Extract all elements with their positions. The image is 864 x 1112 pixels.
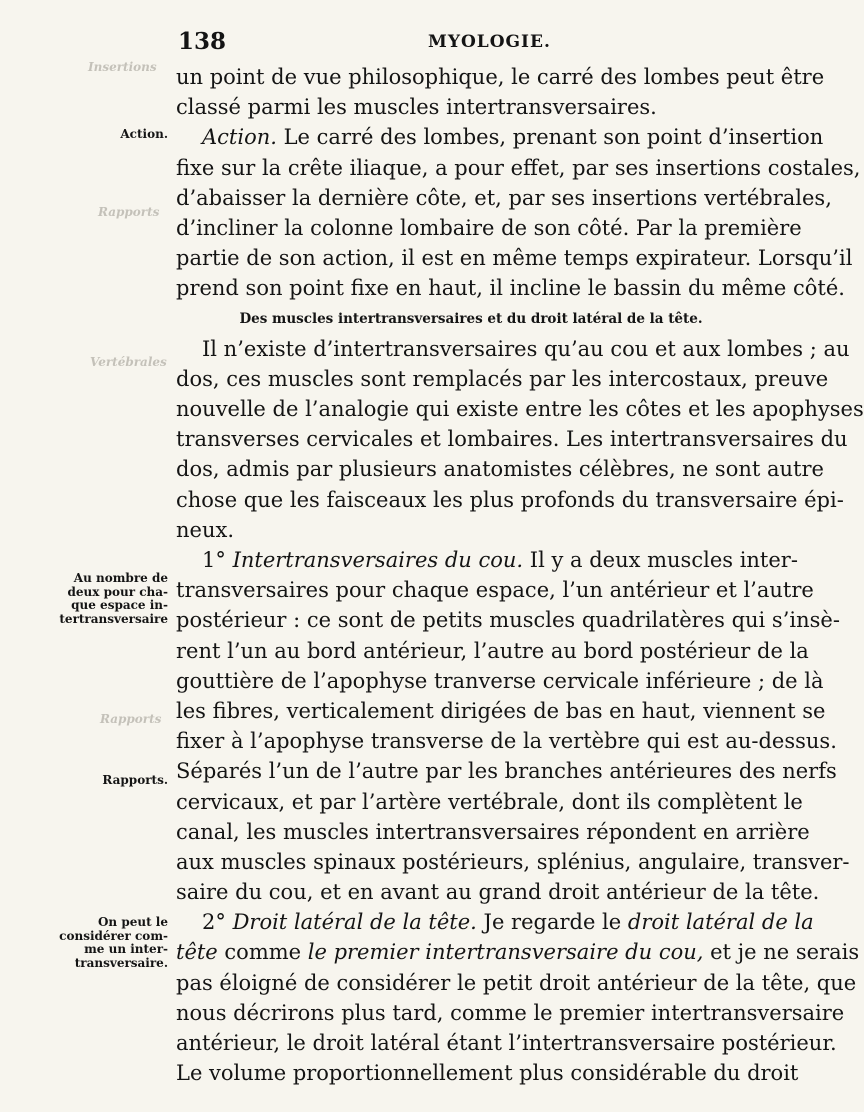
- bleed-through-text: Insertions: [88, 60, 157, 74]
- margin-note-line: me un inter-: [84, 942, 168, 956]
- text-line: un point de vue philosophique, le carré des lombes peut être: [176, 65, 825, 89]
- margin-note-on-peut: [56, 916, 168, 970]
- text-line: gouttière de l’apophyse tranverse cervicale inférieure ; de là: [176, 668, 824, 693]
- text-line: dos, admis par plusieurs anatomistes célèbres, ne sont autre: [176, 457, 824, 482]
- text-span: comme: [217, 940, 308, 965]
- text-line: d’abaisser la dernière côte, et, par ses insertions vertébrales,: [176, 185, 832, 210]
- margin-note-line: que espace in-: [71, 598, 168, 612]
- text-line: cervicaux, et par l’artère vertébrale, dont ils complètent le: [176, 789, 803, 814]
- text-line: Séparés l’un de l’autre par les branches antérieures des nerfs: [176, 759, 837, 784]
- bleed-through-text: Rapports: [100, 712, 162, 726]
- bleed-through-text: Rapports: [98, 205, 160, 219]
- margin-note-line: considérer com-: [59, 928, 168, 943]
- emphasis: droit latéral de la: [627, 910, 814, 935]
- margin-note-text: Action.: [120, 127, 168, 141]
- text-line: antérieur, le droit latéral étant l’intertransversaire postérieur.: [176, 1031, 837, 1055]
- text-line: transversaires pour chaque espace, l’un antérieur et l’autre: [176, 578, 814, 603]
- margin-note-action: [56, 128, 168, 141]
- margin-note-line: deux pour cha-: [67, 584, 168, 599]
- text-line: chose que les faisceaux les plus profonds du transversaire épi-: [176, 487, 844, 512]
- text-line: nous décrirons plus tard, comme le premier intertransversaire: [176, 1000, 845, 1025]
- text-line: d’incliner la colonne lombaire de son côté. Par la première: [176, 215, 802, 240]
- text-line: rent l’un au bord antérieur, l’autre au bord postérieur de la: [176, 638, 809, 663]
- run-in-heading: Droit latéral de la tête.: [232, 910, 477, 935]
- text-line: Le volume proportionnellement plus considérable du droit: [176, 1061, 799, 1086]
- text-line: [176, 907, 814, 937]
- run-in-heading: Action.: [202, 125, 277, 150]
- text-line: fixer à l’apophyse transverse de la vertèbre qui est au-dessus.: [176, 729, 837, 754]
- margin-note-line: tertransversaire: [59, 611, 168, 626]
- margin-note-line: transversaire.: [74, 955, 168, 970]
- text-line: prend son point fixe en haut, il incline le bassin du même côté.: [176, 276, 845, 301]
- margin-note-au-nombre: [56, 572, 168, 626]
- body-text: [176, 62, 864, 1088]
- emphasis: le premier intertransversaire du cou,: [307, 940, 704, 965]
- text-line: partie de son action, il est en même temps expirateur. Lorsqu’il: [176, 246, 853, 271]
- text-span: Je regarde le: [476, 910, 628, 935]
- margin-note-line: Au nombre de: [73, 571, 168, 585]
- page-number: 138: [178, 28, 227, 55]
- text-line: Il n’existe d’intertransversaires qu’au cou et aux lombes ; au: [202, 336, 850, 361]
- text-line: classé parmi les muscles intertransversaires.: [176, 95, 657, 120]
- text-line: [176, 545, 798, 575]
- text-span: Il y a deux muscles inter-: [523, 548, 798, 572]
- text-line: [176, 937, 860, 967]
- text-line: pas éloigné de considérer le petit droit antérieur de la tête, que: [176, 970, 857, 995]
- text-line: nouvelle de l’analogie qui existe entre les côtes et les apophyses: [176, 397, 864, 422]
- text-span: Le carré des lombes, prenant son point d’insertion: [276, 125, 824, 150]
- text-span: 1°: [202, 548, 226, 572]
- margin-note-line: On peut le: [97, 915, 168, 929]
- text-line: transverses cervicales et lombaires. Les intertransversaires du: [176, 427, 848, 452]
- margin-note-text: Rapports.: [102, 773, 168, 787]
- run-in-heading: Intertransversaires du cou.: [232, 548, 524, 572]
- text-line: canal, les muscles intertransversaires répondent en arrière: [176, 819, 810, 844]
- text-span: 2°: [202, 910, 226, 935]
- text-line: aux muscles spinaux postérieurs, splénius, angulaire, transver-: [176, 849, 850, 874]
- margin-note-rapports: [56, 774, 168, 787]
- running-title: MYOLOGIE.: [428, 32, 551, 52]
- text-line: dos, ces muscles sont remplacés par les intercostaux, preuve: [176, 366, 829, 391]
- emphasis: tête: [176, 940, 218, 965]
- bleed-through-text: Vertébrales: [90, 355, 167, 369]
- running-header: [178, 28, 768, 54]
- text-line: postérieur : ce sont de petits muscles quadrilatères qui s’insè-: [176, 608, 840, 633]
- section-title: Des muscles intertransversaires et du droit latéral de la tête.: [239, 310, 703, 327]
- text-line: fixe sur la crête iliaque, a pour effet, par ses insertions costales,: [176, 155, 861, 180]
- text-span: et je ne serais: [703, 940, 860, 965]
- text-line: les fibres, verticalement dirigées de bas en haut, viennent se: [176, 698, 826, 723]
- text-line: neux.: [176, 517, 234, 542]
- text-line: saire du cou, et en avant au grand droit antérieur de la tête.: [176, 880, 820, 905]
- text-line: [176, 122, 824, 152]
